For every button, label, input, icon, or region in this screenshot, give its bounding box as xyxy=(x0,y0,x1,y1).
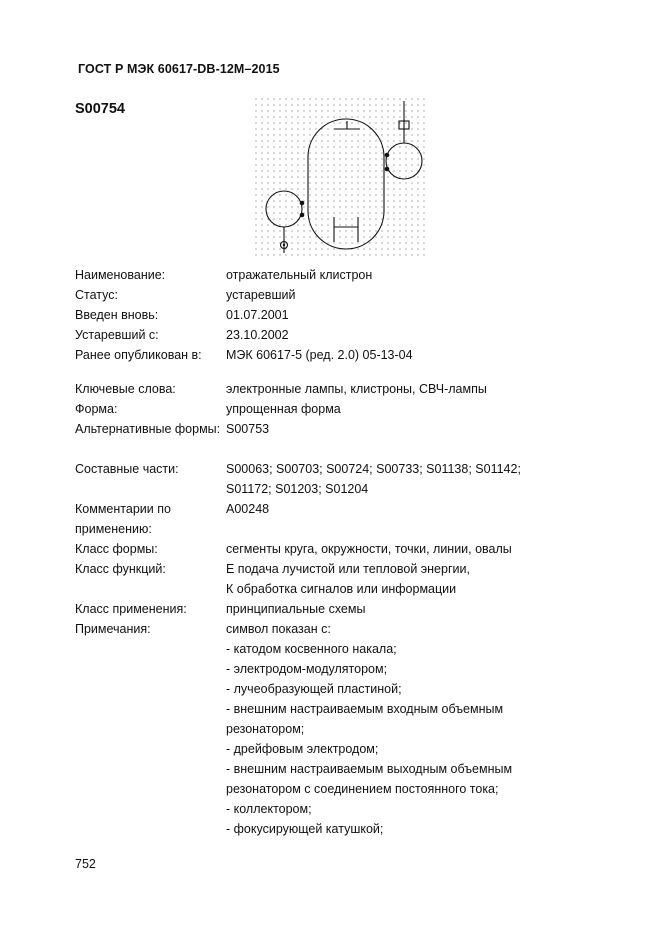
tube-envelope xyxy=(308,119,384,249)
field-label: Класс применения: xyxy=(75,602,187,616)
field-value xyxy=(226,399,596,419)
field-label: Примечания: xyxy=(75,622,151,636)
field-value-line: - катодом косвенного накала; xyxy=(226,642,397,656)
output-resonator xyxy=(386,143,422,179)
input-resonator xyxy=(266,191,302,227)
field-value-line: 23.10.2002 xyxy=(226,328,289,342)
field-value-line: устаревший xyxy=(226,288,296,302)
field-value-line: принципиальные схемы xyxy=(226,602,366,616)
field-value-line: упрощенная форма xyxy=(226,402,341,416)
field-value-line: S00063; S00703; S00724; S00733; S01138; S01142; xyxy=(226,462,521,476)
field-value-line: - электродом-модулятором; xyxy=(226,662,388,676)
field-value xyxy=(226,285,596,305)
field-label: Форма: xyxy=(75,402,118,416)
field-value-line: 01.07.2001 xyxy=(226,308,289,322)
field-label: Класс формы: xyxy=(75,542,158,556)
field-value xyxy=(226,265,596,285)
page-number: 752 xyxy=(75,857,96,871)
field-value xyxy=(226,419,596,439)
document-header: ГОСТ Р МЭК 60617-DB-12M–2015 xyxy=(78,62,280,76)
field-value-line: - фокусирующей катушкой; xyxy=(226,822,384,836)
field-value-line: - внешним настраиваемым входным объемным xyxy=(226,702,504,716)
field-label: Устаревший с: xyxy=(75,328,159,342)
field-label: Введен вновь: xyxy=(75,308,159,322)
field-value-line: S01172; S01203; S01204 xyxy=(226,482,369,496)
field-value xyxy=(226,325,596,345)
field-value xyxy=(226,305,596,325)
field-value-line: МЭК 60617-5 (ред. 2.0) 05-13-04 xyxy=(226,348,413,362)
field-label: Статус: xyxy=(75,288,118,302)
field-value-line: резонатором с соединением постоянного тока; xyxy=(226,782,499,796)
field-value-line: Е подача лучистой или тепловой энергии, xyxy=(226,562,470,576)
field-value xyxy=(226,499,596,519)
field-value xyxy=(226,459,596,499)
field-value xyxy=(226,345,596,365)
field-label: Составные части: xyxy=(75,462,179,476)
field-label: Ранее опубликован в: xyxy=(75,348,202,362)
field-value xyxy=(226,619,596,839)
field-value xyxy=(226,539,596,559)
field-value-line: S00753 xyxy=(226,422,270,436)
field-label: Класс функций: xyxy=(75,562,166,576)
symbol-code: S00754 xyxy=(75,101,125,117)
field-value xyxy=(226,599,596,619)
field-value-line: - дрейфовым электродом; xyxy=(226,742,379,756)
field-label: Наименование: xyxy=(75,268,166,282)
field-value-line: сегменты круга, окружности, точки, линии, овалы xyxy=(226,542,512,556)
field-label: Комментарии по применению: xyxy=(75,502,171,536)
klystron-symbol-icon xyxy=(254,97,430,257)
field-value-line: отражательный клистрон xyxy=(226,268,373,282)
field-value-line: - внешним настраиваемым выходным объемным xyxy=(226,762,513,776)
field-value-line: - коллектором; xyxy=(226,802,312,816)
field-value xyxy=(226,379,596,399)
field-value-line: резонатором; xyxy=(226,722,305,736)
field-value xyxy=(226,559,596,599)
field-value-line: символ показан с: xyxy=(226,622,331,636)
field-value-line: - лучеобразующей пластиной; xyxy=(226,682,402,696)
field-label: Ключевые слова: xyxy=(75,382,176,396)
field-value-line: К обработка сигналов или информации xyxy=(226,582,457,596)
field-value-line: A00248 xyxy=(226,502,270,516)
field-label: Альтернативные формы: xyxy=(75,422,221,436)
field-value-line: электронные лампы, клистроны, СВЧ-лампы xyxy=(226,382,487,396)
